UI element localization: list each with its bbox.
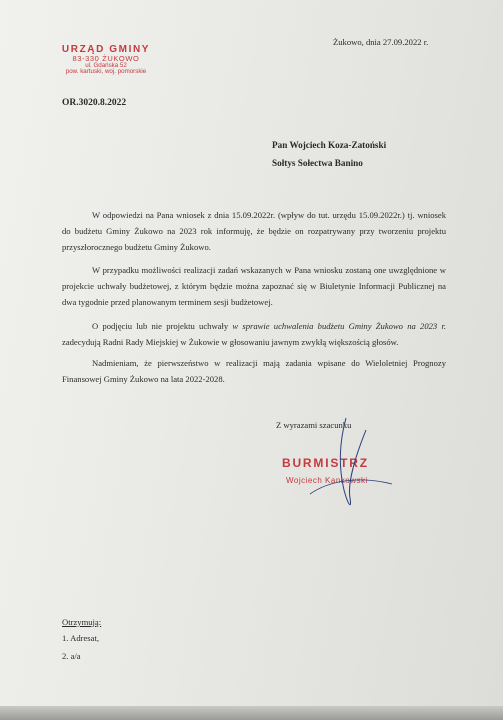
- signature-name: Wojciech Kankowski: [286, 476, 368, 485]
- paragraph-4: Nadmieniam, że pierwszeństwo w realizacji mają zadania wpisane do Wieloletniej Prognozy Finansowej Gminy Żukowo na lata 2022-2028.: [62, 358, 446, 384]
- distribution-item: 2. a/a: [62, 651, 81, 661]
- office-stamp: [54, 44, 158, 76]
- paragraph-3: [62, 318, 446, 350]
- reference-number: OR.3020.8.2022: [62, 98, 127, 108]
- resolution-title: w sprawie uchwalenia budżetu Gminy Żukowo na 2023 r.: [232, 321, 446, 331]
- stamp-office: URZĄD GMINY: [61, 44, 151, 55]
- paragraph-3-end: zadecydują Radni Rady Miejskiej w Żukowie w głosowaniu jawnym zwykłą większością głosów.: [62, 337, 399, 347]
- paragraph-1: W odpowiedzi na Pana wniosek z dnia 15.09.2022r. (wpływ do tut. urzędu 15.09.2022r.) tj. wniosek do budżetu Gminy Żukowo na 2023 rok informuję, że będzie on rozpatrywany przy tworzeniu projektu przyszłorocznego budżetu Gminy Żukowo.: [62, 210, 446, 252]
- stamp-postcode: 83-330 ŻUKOWO: [72, 54, 140, 63]
- closing-regards: Z wyrazami szacunku: [276, 420, 352, 430]
- table-surface: [0, 706, 503, 720]
- recipient-name: Pan Wojciech Koza-Zatoński: [272, 140, 387, 150]
- paragraph-3-start: O podjęciu lub nie projektu uchwały: [92, 321, 233, 331]
- recipient-title: Sołtys Sołectwa Banino: [272, 158, 363, 168]
- place-date: Żukowo, dnia 27.09.2022 r.: [333, 37, 429, 47]
- signature-title: BURMISTRZ: [282, 456, 369, 470]
- stamp-county: pow. kartuski, woj. pomorskie: [65, 68, 147, 76]
- distribution-heading: Otrzymują:: [62, 617, 102, 627]
- stamp-street: ul. Gdańska 52: [85, 61, 127, 69]
- handwritten-signature: [300, 410, 410, 520]
- paragraph-2: W przypadku możliwości realizacji zadań wskazanych w Pana wniosku zostaną one uwzględnione w projekcie uchwały budżetowej, z którym będzie można zapoznać się w Biuletynie Informacji Publicznej na dwa tygodnie przed planowanym terminem sesji budżetowej.: [62, 265, 446, 307]
- distribution-item: 1. Adresat,: [62, 633, 99, 643]
